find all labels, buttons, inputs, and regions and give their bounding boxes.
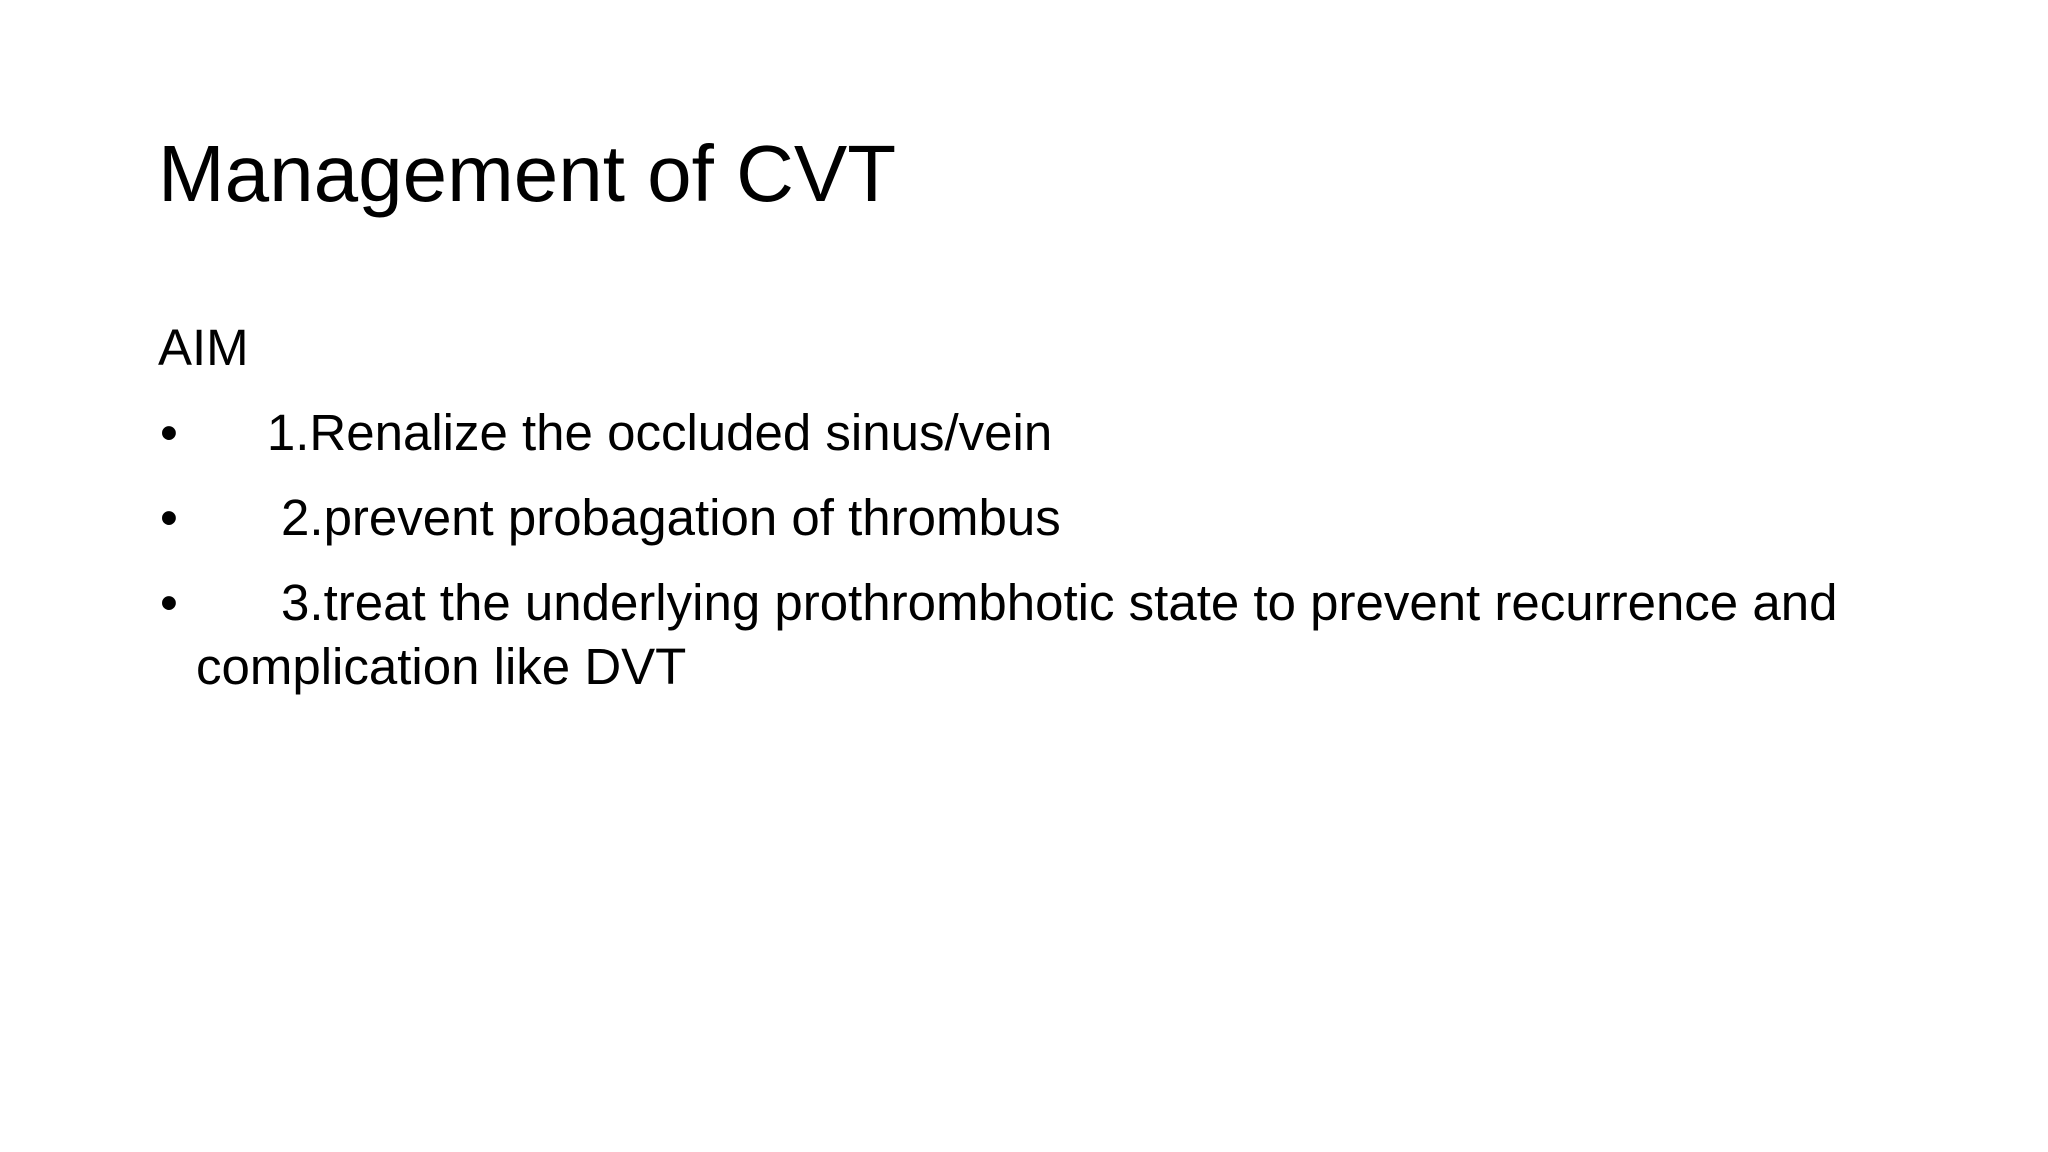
bullet-item-3 <box>158 571 1938 699</box>
bullet-text: 1.Renalize the occluded sinus/vein <box>196 404 1053 461</box>
bullet-item-2 <box>158 486 1938 550</box>
bullet-text: 2.prevent probagation of thrombus <box>196 489 1061 546</box>
bullet-icon: • <box>160 574 178 631</box>
bullet-icon: • <box>160 404 178 461</box>
bullet-list <box>158 401 1938 699</box>
slide-title: Management of CVT <box>158 129 897 218</box>
bullet-icon: • <box>160 489 178 546</box>
aim-heading: AIM <box>158 319 249 376</box>
slide-body <box>158 316 1938 720</box>
bullet-item-1 <box>158 401 1938 465</box>
bullet-text: 3.treat the underlying prothrombhotic state to prevent recurrence and complication like DVT <box>196 574 1852 695</box>
